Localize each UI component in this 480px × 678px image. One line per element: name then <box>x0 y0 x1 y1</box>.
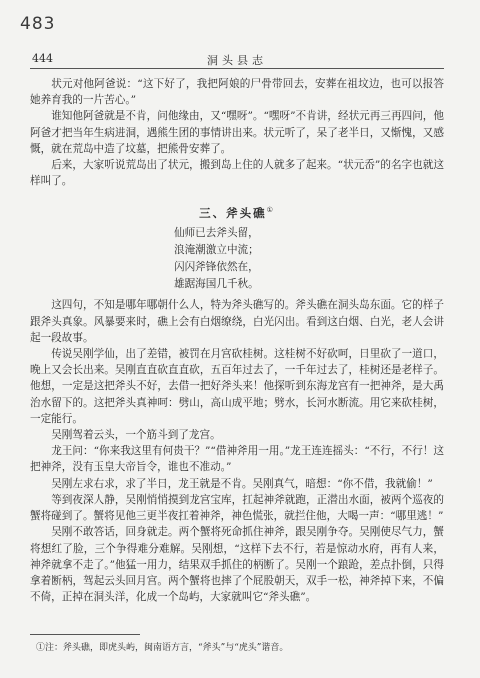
paragraph: 状元对他阿爸说：“这下好了，我把阿娘的尸骨带回去，安葬在祖坟边，也可以报答她养育我的一片苦心。” <box>30 78 444 107</box>
poem-line: 雄踞海国几千秋。 <box>174 278 259 291</box>
paragraph: 吴刚驾着云头，一个筋斗到了龙宫。 <box>51 429 221 442</box>
footnote-marker: ① <box>266 206 275 215</box>
paragraph: 龙王问：“你来我这里有何贵干？”“借神斧用一用。”龙王连连摇头：“不行，不行！这把神斧，没有玉皇大帝旨令，谁也不准动。” <box>30 445 444 474</box>
poem <box>30 225 444 293</box>
paragraph: 等到夜深人静，吴刚悄悄摸到龙宫宝库，扛起神斧就跑，正潜出水面，被两个巡夜的蟹将碰到了。蟹将见他三更半夜扛着神斧，神色慌张，就拦住他，大喝一声：“哪里逃！” <box>30 493 444 523</box>
poem-line: 浪淹潮激立中流； <box>174 244 259 257</box>
poem-line: 仙师已去斧头留， <box>174 227 259 240</box>
poem-line: 闪闪斧锋依然在， <box>174 261 259 274</box>
paragraph: 这四句，不知是哪年哪朝什么人，特为斧头礁写的。斧头礁在洞头岛东面。它的样子跟斧头真象。风暴要来时，礁上会有白烟缭绕，白光闪出。看到这白烟、白光，老人会讲起一段故事。 <box>30 299 444 344</box>
section-title-text: 三、斧头礁 <box>199 206 267 221</box>
footnote: ①注：斧头礁，即虎头屿，闽南语方言，“斧头”与“虎头”谐音。 <box>36 643 289 653</box>
paragraph: 谁知他阿爸就是不肯，问他缘由，又“嘿呀”。“嘿呀”不肯讲，经状元再三再四问，他阿爸才把当年生病进洞，遇熊生团的事情讲出来。状元听了，呆了老半日，又惭愧，又感慨，就在荒岛中造了坟墓，把熊骨安葬了。 <box>30 110 444 155</box>
paragraph: 吴刚左求右求，求了半日，龙王就是不肯。吴刚真气，暗想：“你不借，我就偷！” <box>51 477 433 490</box>
page-header <box>30 52 444 69</box>
paragraph: 后来，大家听说荒岛出了状元，搬到岛上住的人就多了起来。“状元岙”的名字也就这样叫了。 <box>30 159 444 188</box>
page-body <box>30 76 444 605</box>
section-title <box>30 202 444 221</box>
handwritten-note: 483 <box>20 14 56 34</box>
page-number: 444 <box>32 52 53 65</box>
footnote-divider <box>30 634 140 635</box>
paragraph: 传说吴刚学仙，出了差错，被罚在月宫砍桂树。这桂树不好砍呵，日里砍了一道口，晚上又会长出来。吴刚直直砍直直砍，五百年过去了，一千年过去了，桂树还是老样子。他想，一定是这把斧头不好，去借一把好斧头来！他探听到东海龙宫有一把神斧，是大禹治水留下的。这把斧头真神呵：劈山，高山成平地；劈水，长河水断流。用它来砍桂树，一定能行。 <box>30 348 444 425</box>
running-title: 洞头县志 <box>207 54 267 67</box>
paragraph: 吴刚不敢答话，回身就走。两个蟹将死命抓住神斧，跟吴刚争夺。吴刚使尽气力，蟹将想红了脸，三个争得难分难解。吴刚想，“这样下去不行，若是惊动水府，再有人来，神斧就拿不走了。”他猛一用力，结果双手抓住的柄断了。吴刚一个踉跄，差点扑倒，只得拿着断柄，驾起云头回月宫。两个蟹将也摔了个屁股朝天，双手一松，神斧掉下来，不偏不倚，正掉在洞头洋，化成一个岛屿，大家就叫它“斧头礁”。 <box>30 526 444 604</box>
